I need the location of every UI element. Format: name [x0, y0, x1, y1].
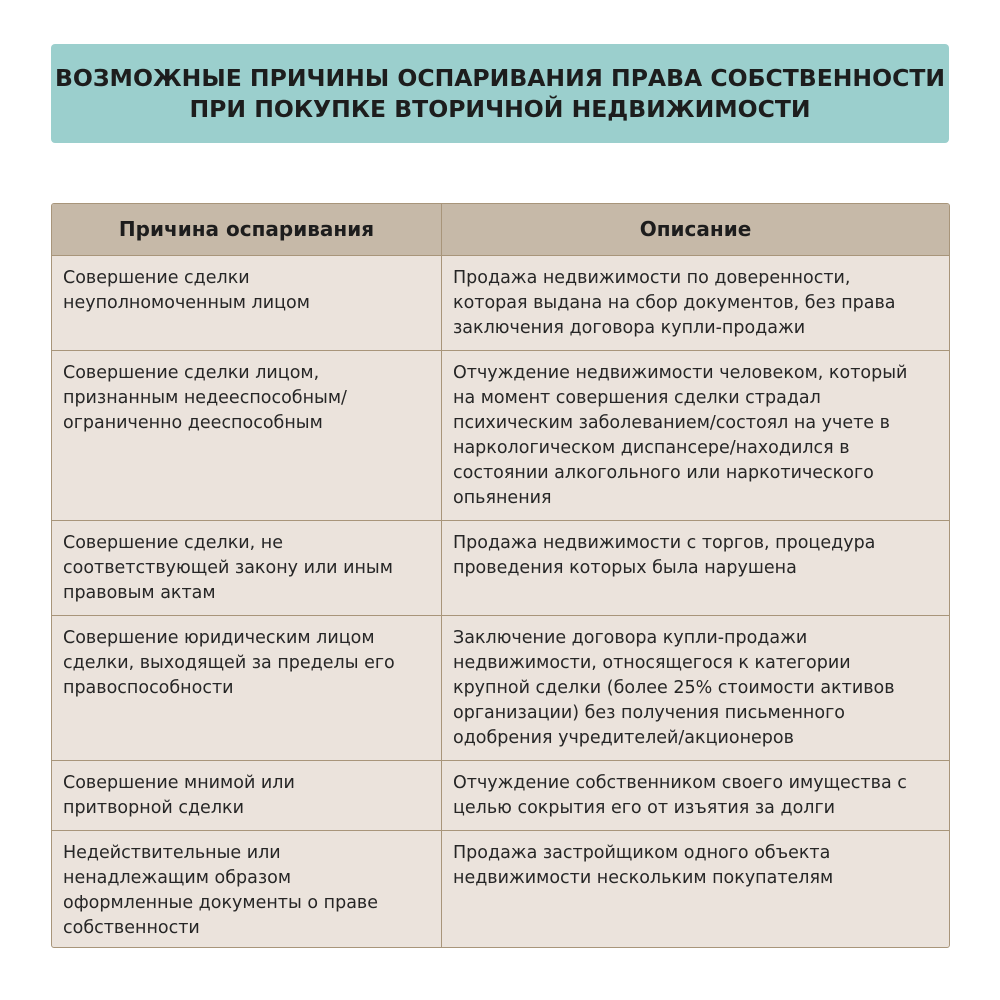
- description-text: недвижимости, относящегося к категории: [453, 653, 851, 673]
- description-text: одобрения учредителей/акционеров: [453, 728, 794, 748]
- reason-text: соответствующей закону или иным: [63, 558, 393, 578]
- description-cell: [442, 616, 949, 760]
- table-row: [52, 255, 949, 350]
- description-cell: [442, 831, 949, 947]
- page-title-line-1: ВОЗМОЖНЫЕ ПРИЧИНЫ ОСПАРИВАНИЯ ПРАВА СОБСТВЕННОСТИ: [54, 63, 946, 92]
- description-text: опьянения: [453, 488, 552, 508]
- reason-text: правовым актам: [63, 583, 216, 603]
- description-text: целью сокрытия его от изъятия за долги: [453, 798, 836, 818]
- description-text: Продажа недвижимости по доверенности,: [453, 268, 851, 288]
- description-text: которая выдана на сбор документов, без права: [453, 293, 896, 313]
- reason-text: оформленные документы о праве: [63, 893, 379, 913]
- description-cell: [442, 521, 949, 615]
- description-text: Продажа недвижимости с торгов, процедура: [453, 533, 876, 553]
- reason-text: Совершение мнимой или: [63, 773, 295, 793]
- page-title-line-2: ПРИ ПОКУПКЕ ВТОРИЧНОЙ НЕДВИЖИМОСТИ: [189, 94, 811, 123]
- description-text: психическим заболеванием/состоял на учете в: [453, 413, 890, 433]
- table-header-row: [52, 204, 949, 255]
- description-text: на момент совершения сделки страдал: [453, 388, 821, 408]
- reason-text: Недействительные или: [63, 843, 281, 863]
- reason-text: неуполномоченным лицом: [63, 293, 310, 313]
- reason-text: Совершение сделки: [63, 268, 250, 288]
- reason-cell: [52, 256, 442, 350]
- reason-cell: [52, 351, 442, 520]
- description-text: Продажа застройщиком одного объекта: [453, 843, 831, 863]
- table-row: [52, 615, 949, 760]
- reason-text: Совершение юридическим лицом: [63, 628, 375, 648]
- table-row: [52, 520, 949, 615]
- column-header-reason: Причина оспаривания: [52, 204, 442, 255]
- reason-text: Совершение сделки лицом,: [63, 363, 320, 383]
- description-text: Заключение договора купли-продажи: [453, 628, 808, 648]
- description-text: проведения которых была нарушена: [453, 558, 797, 578]
- reason-cell: [52, 761, 442, 830]
- reason-cell: [52, 616, 442, 760]
- description-text: Отчуждение недвижимости человеком, который: [453, 363, 908, 383]
- reason-text: признанным недееспособным/: [63, 388, 347, 408]
- column-header-description: Описание: [639, 217, 752, 241]
- table-row: [52, 830, 949, 947]
- description-text: организации) без получения письменного: [453, 703, 845, 723]
- description-cell: [442, 761, 949, 830]
- description-text: крупной сделки (более 25% стоимости активов: [453, 678, 895, 698]
- reason-text: Совершение сделки, не: [63, 533, 283, 553]
- reason-text: правоспособности: [63, 678, 234, 698]
- reason-text: собственности: [63, 918, 200, 938]
- reason-text: ограниченно дееспособным: [63, 413, 323, 433]
- description-text: недвижимости нескольким покупателям: [453, 868, 834, 888]
- reasons-table: [51, 203, 950, 948]
- table-row: [52, 760, 949, 830]
- description-text: наркологическом диспансере/находился в: [453, 438, 850, 458]
- reason-cell: [52, 521, 442, 615]
- description-text: состоянии алкогольного или наркотического: [453, 463, 874, 483]
- description-cell: [442, 256, 949, 350]
- reason-text: притворной сделки: [63, 798, 244, 818]
- description-text: заключения договора купли-продажи: [453, 318, 806, 338]
- reason-text: сделки, выходящей за пределы его: [63, 653, 395, 673]
- table-row: [52, 350, 949, 520]
- reason-cell: [52, 831, 442, 947]
- description-cell: [442, 351, 949, 520]
- reason-text: ненадлежащим образом: [63, 868, 292, 888]
- title-banner: [51, 44, 949, 143]
- description-text: Отчуждение собственником своего имущества с: [453, 773, 907, 793]
